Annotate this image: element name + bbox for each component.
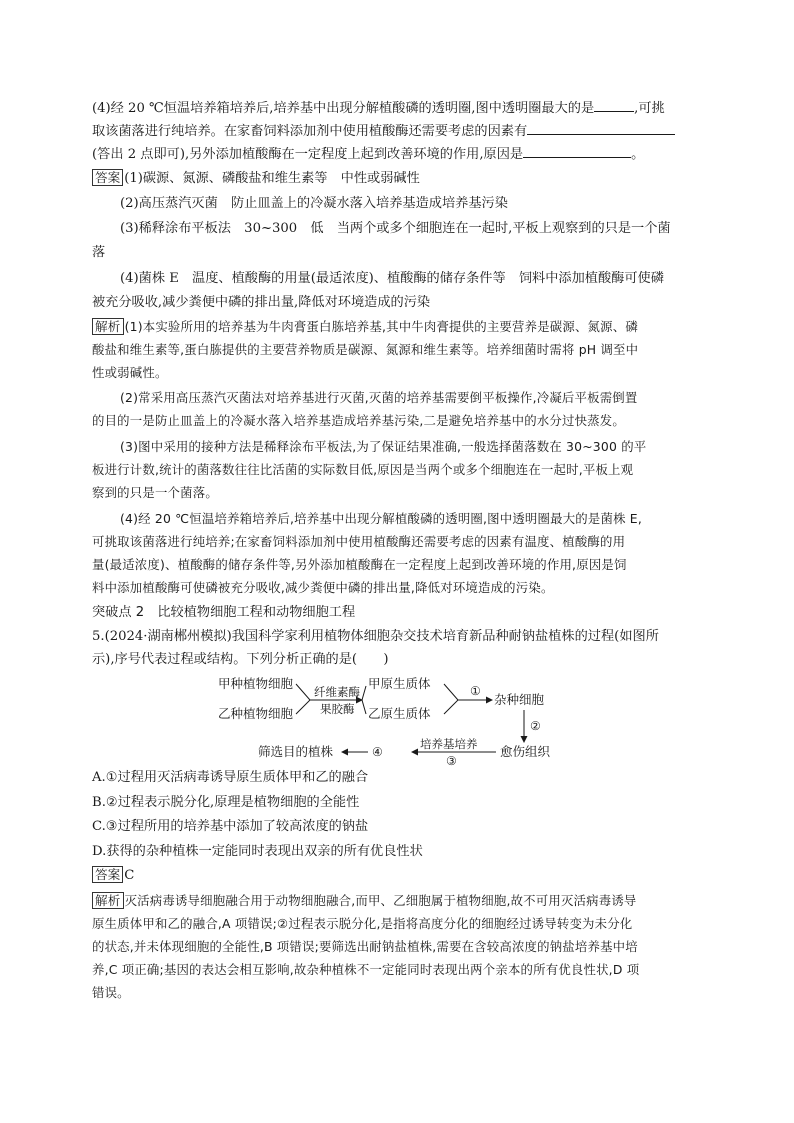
analysis-line: (4)经 20 ℃恒温培养箱培养后,培养基中出现分解植酸磷的透明圈,图中透明圈最大的是菌株 E, bbox=[120, 511, 642, 526]
q4-line-1: (4)经 20 ℃恒温培养箱培养后,培养基中出现分解植酸磷的透明圈,图中透明圈最大的是 ,可挑 bbox=[92, 97, 665, 119]
analysis-block-2: 解析 灭活病毒诱导细胞融合用于动物细胞融合,而甲、乙细胞属于植物细胞,故不可用灭活病毒诱导 bbox=[92, 891, 637, 911]
option-d: D.获得的杂种植株一定能同时表现出双亲的所有优良性状 bbox=[92, 844, 423, 859]
target-plant-label: 筛选目的植株 bbox=[258, 744, 334, 759]
answer-blank bbox=[594, 97, 634, 112]
protoplast-b-label: 乙原生质体 bbox=[368, 706, 431, 721]
analysis-block-1: 解析 (1)本实验所用的培养基为牛肉膏蛋白胨培养基,其中牛肉膏提供的主要营养是碳源、氮源、磷 bbox=[92, 317, 638, 337]
protoplast-a-label: 甲原生质体 bbox=[368, 676, 431, 691]
q4-line-2: 取该菌落进行纯培养。在家畜饲料添加剂中使用植酸酶还需要考虑的因素有 bbox=[92, 120, 675, 142]
analysis-line: 可挑取该菌落进行纯培养;在家畜饲料添加剂中使用植酸酶还需要考虑的因素有温度、植酸酶的用 bbox=[92, 534, 626, 549]
section-heading: 突破点 2 比较植物细胞工程和动物细胞工程 bbox=[92, 605, 356, 620]
analysis-line: 量(最适浓度)、植酸酶的储存条件等,另外添加植酸酶在一定程度上起到改善环境的作用,原因是饲 bbox=[92, 557, 627, 572]
step-4-label: ④ bbox=[372, 745, 383, 759]
answer-line: 被充分吸收,减少粪便中磷的排出量,降低对环境造成的污染 bbox=[92, 295, 431, 310]
option-c: C.③过程所用的培养基中添加了较高浓度的钠盐 bbox=[92, 819, 369, 834]
hybrid-cell-label: 杂种细胞 bbox=[494, 692, 545, 707]
answer-line: (4)菌株 E 温度、植酸酶的用量(最适浓度)、植酸酶的储存条件等 饲料中添加植酸酶可使磷 bbox=[120, 271, 664, 286]
answer-block-1: 答案 (1)碳源、氮源、磷酸盐和维生素等 中性或弱碱性 bbox=[92, 169, 420, 189]
analysis-tag: 解析 bbox=[92, 318, 124, 335]
analysis-line: 的状态,并未体现细胞的全能性,B 项错误;要筛选出耐钠盐植株,需要在含较高浓度的钠盐培养基中培 bbox=[92, 939, 638, 954]
analysis-line: 错误。 bbox=[92, 985, 130, 1000]
analysis-line: 察到的只是一个菌落。 bbox=[92, 485, 218, 500]
analysis-line: 板进行计数,统计的菌落数往往比活菌的实际数目低,原因是当两个或多个细胞连在一起时,平板上观 bbox=[92, 462, 634, 477]
analysis-line: (2)常采用高压蒸汽灭菌法对培养基进行灭菌,灭菌的培养基需要倒平板操作,冷凝后平板需倒置 bbox=[120, 390, 638, 405]
merge-bracket-right bbox=[444, 684, 458, 714]
q5-stem-line-2: 示),序号代表过程或结构。下列分析正确的是( ) bbox=[92, 652, 389, 667]
merge-bracket-left bbox=[296, 684, 310, 714]
option-b: B.②过程表示脱分化,原理是植物细胞的全能性 bbox=[92, 795, 360, 810]
analysis-line: 原生质体甲和乙的融合,A 项错误;②过程表示脱分化,是指将高度分化的细胞经过诱导转变为未分化 bbox=[92, 916, 633, 931]
cell-b-label: 乙种植物细胞 bbox=[218, 706, 294, 721]
analysis-line: 性或弱碱性。 bbox=[92, 365, 168, 380]
step-2-label: ② bbox=[530, 719, 541, 733]
analysis-line: 的目的一是防止皿盖上的冷凝水落入培养基造成培养基污染,二是避免培养基中的水分过快蒸发。 bbox=[92, 413, 625, 428]
step-1-label: ① bbox=[470, 684, 481, 698]
analysis-line: 养,C 项正确;基因的表达会相互影响,故杂种植株不一定能同时表现出两个亲本的所有优良性状,D 项 bbox=[92, 962, 640, 977]
analysis-line: 料中添加植酸酶可使磷被充分吸收,减少粪便中磷的排出量,降低对环境造成的污染。 bbox=[92, 580, 554, 595]
analysis-line: (3)图中采用的接种方法是稀释涂布平板法,为了保证结果准确,一般选择菌落数在 30~300 的平 bbox=[120, 439, 647, 454]
enzyme-2-label: 果胶酶 bbox=[320, 702, 355, 716]
analysis-line: 酸盐和维生素等,蛋白胨提供的主要营养物质是碳源、氮源和维生素等。培养细菌时需将 pH 调至中 bbox=[92, 342, 639, 357]
answer-line: 落 bbox=[92, 245, 106, 260]
answer-line: (2)高压蒸汽灭菌 防止皿盖上的冷凝水落入培养基造成培养基污染 bbox=[120, 196, 508, 211]
answer-tag: 答案 bbox=[92, 169, 123, 186]
answer-blank bbox=[523, 143, 631, 158]
cell-fusion-diagram bbox=[92, 672, 702, 768]
q4-line-3: (答出 2 点即可),另外添加植酸酶在一定程度上起到改善环境的作用,原因是 。 bbox=[92, 143, 644, 165]
analysis-tag: 解析 bbox=[92, 892, 124, 909]
answer-block-2: 答案 C bbox=[92, 866, 134, 886]
answer-tag: 答案 bbox=[92, 866, 123, 883]
answer-line: (3)稀释涂布平板法 30~300 低 当两个或多个细胞连在一起时,平板上观察到的只是一个菌 bbox=[120, 221, 671, 236]
culture-label: 培养基培养 bbox=[420, 737, 478, 751]
callus-label: 愈伤组织 bbox=[500, 744, 551, 759]
split-bracket bbox=[362, 686, 366, 714]
q5-stem-line-1: 5.(2024·湖南郴州模拟)我国科学家利用植物体细胞杂交技术培育新品种耐钠盐植株的过程(如图所 bbox=[92, 629, 659, 644]
answer-blank bbox=[527, 120, 675, 135]
option-a: A.①过程用灭活病毒诱导原生质体甲和乙的融合 bbox=[92, 770, 369, 785]
cell-a-label: 甲种植物细胞 bbox=[218, 676, 294, 691]
step-3-label: ③ bbox=[446, 754, 457, 768]
enzyme-1-label: 纤维素酶 bbox=[314, 685, 360, 699]
